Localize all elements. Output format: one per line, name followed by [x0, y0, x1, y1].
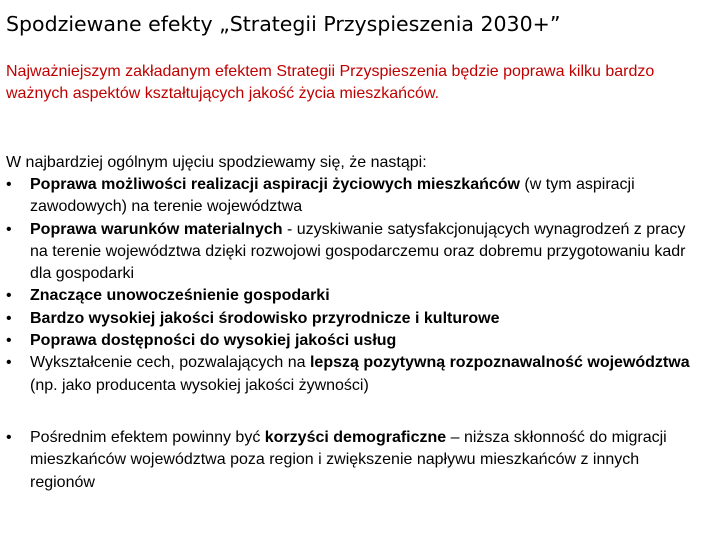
bullet-item-economy: [6, 285, 706, 307]
slide-title: Spodziewane efekty „Strategii Przyspieszenia 2030+”: [6, 12, 561, 36]
bullet-bold-text: Znaczące unowocześnienie gospodarki: [30, 287, 330, 305]
bullet-text: Pośrednim efektem powinny być: [30, 429, 265, 446]
bullet-marker: •: [6, 176, 12, 193]
bullet-item-services: [6, 330, 706, 352]
lead-sentence: W najbardziej ogólnym ujęciu spodziewamy się, że nastąpi:: [6, 154, 427, 171]
bullet-bold-text: lepszą pozytywną rozpoznawalność województwa: [309, 354, 690, 372]
bullet-text: - uzyskiwanie satysfakcjonujących wynagrodzeń z pracy na terenie województwa dzięki rozwojowi gospodarczemu oraz dobremu przygotowaniu kadr dla gospodarki: [30, 220, 686, 283]
bullet-marker: •: [6, 332, 12, 350]
bullet-text: Wykształcenie cech, pozwalających na: [30, 354, 310, 372]
bullet-item-material-conditions: [6, 219, 706, 286]
secondary-bullet-list: [6, 427, 706, 494]
bullet-item-demography: [6, 427, 706, 494]
main-bullet-list: [6, 174, 706, 397]
bullet-bold-text: Bardzo wysokiej jakości środowisko przyrodnicze i kulturowe: [30, 309, 500, 327]
bullet-marker: •: [6, 220, 12, 238]
bullet-item-aspirations: [6, 174, 706, 219]
bullet-item-environment: [6, 308, 706, 330]
bullet-text: – niższa skłonność do migracji mieszkańców województwa poza region i zwiększenie napływu mieszkańców z innych regionów: [30, 429, 667, 491]
bullet-marker: •: [6, 309, 12, 327]
bullet-marker: •: [6, 287, 12, 305]
bullet-bold-text: Poprawa możliwości realizacji aspiracji życiowych mieszkańców: [30, 176, 520, 193]
intro-paragraph: Najważniejszym zakładanym efektem Strategii Przyspieszenia będzie poprawa kilku bardzo ważnych aspektów kształtujących jakość życia mieszkańców.: [6, 63, 655, 103]
bullet-marker: •: [6, 354, 12, 372]
bullet-text: (np. jako producenta wysokiej jakości żywności): [30, 376, 369, 394]
bullet-bold-text: Poprawa dostępności do wysokiej jakości usług: [30, 332, 397, 350]
bullet-item-recognition: [6, 352, 706, 397]
bullet-bold-text: Poprawa warunków materialnych: [30, 220, 283, 238]
bullet-bold-text: korzyści demograficzne: [264, 429, 447, 446]
bullet-text: (w tym aspiracji zawodowych) na terenie województwa: [30, 176, 635, 216]
bullet-marker: •: [6, 429, 12, 446]
